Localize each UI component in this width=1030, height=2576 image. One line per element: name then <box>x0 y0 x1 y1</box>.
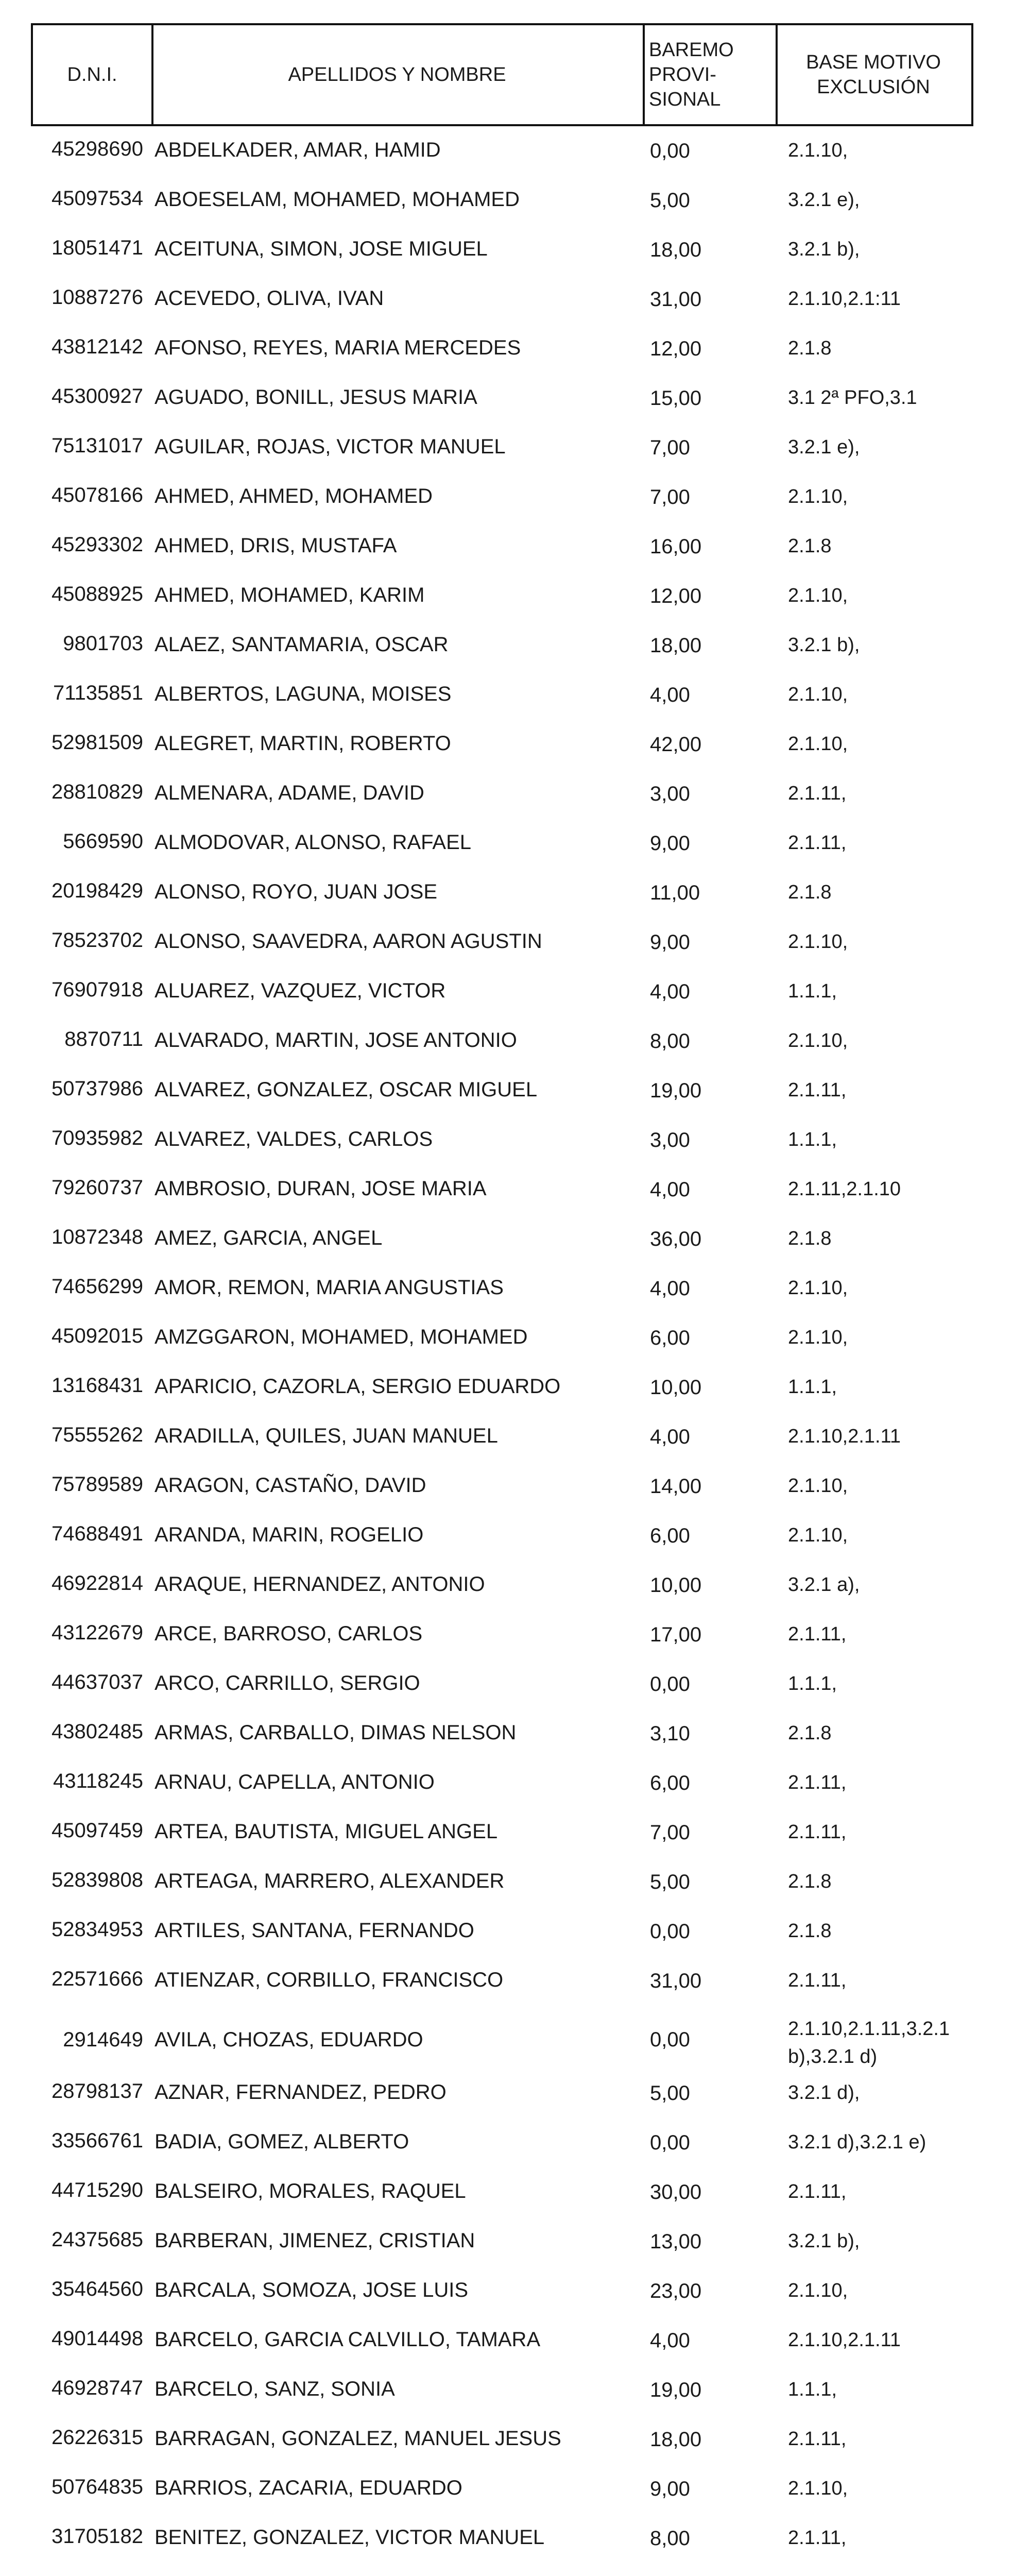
table-row <box>0 126 1030 176</box>
dni-cell: 52981509 <box>52 731 143 754</box>
dni-cell: 10887276 <box>52 286 143 309</box>
baremo-cell: 4,00 <box>650 684 690 706</box>
dni-cell: 20198429 <box>52 879 143 902</box>
nombre-cell: ATIENZAR, CORBILLO, FRANCISCO <box>154 1969 504 1991</box>
table-row <box>0 423 1030 472</box>
dni-cell: 75789589 <box>52 1473 143 1496</box>
baremo-cell: 4,00 <box>650 1178 690 1201</box>
table-row <box>0 621 1030 670</box>
motivo-cell: 3.2.1 d),3.2.1 e) <box>788 2131 926 2153</box>
dni-cell: 76907918 <box>52 978 143 1001</box>
motivo-cell: 2.1.11, <box>788 832 847 854</box>
table-row <box>0 967 1030 1016</box>
dni-cell: 71135851 <box>53 682 143 704</box>
dni-cell: 46922814 <box>52 1572 143 1595</box>
table-row <box>0 1857 1030 1907</box>
nombre-cell: ALVAREZ, GONZALEZ, OSCAR MIGUEL <box>154 1078 538 1101</box>
table-row <box>0 918 1030 967</box>
dni-cell: 52834953 <box>52 1918 143 1941</box>
baremo-cell: 36,00 <box>650 1228 702 1250</box>
dni-cell: 26226315 <box>52 2426 143 2449</box>
nombre-cell: BARBERAN, JIMENEZ, CRISTIAN <box>154 2229 475 2252</box>
dni-cell: 45097534 <box>52 187 143 210</box>
dni-cell: 31705182 <box>52 2525 143 2548</box>
baremo-cell: 13,00 <box>650 2230 702 2253</box>
baremo-cell: 5,00 <box>650 1871 690 1893</box>
table-row <box>0 1412 1030 1462</box>
dni-cell: 52839808 <box>52 1869 143 1891</box>
nombre-cell: ACEVEDO, OLIVA, IVAN <box>154 287 384 310</box>
dni-cell: 44715290 <box>52 2179 143 2201</box>
baremo-cell: 18,00 <box>650 2428 702 2451</box>
nombre-cell: AGUILAR, ROJAS, VICTOR MANUEL <box>154 435 506 458</box>
baremo-cell: 5,00 <box>650 189 690 212</box>
nombre-cell: AHMED, DRIS, MUSTAFA <box>154 534 397 557</box>
motivo-cell: 3.2.1 b), <box>788 2230 860 2252</box>
dni-cell: 28798137 <box>52 2080 143 2103</box>
baremo-cell: 8,00 <box>650 2527 690 2550</box>
motivo-cell: 2.1.10, <box>788 2478 848 2499</box>
nombre-cell: ARTEAGA, MARRERO, ALEXANDER <box>154 1870 505 1892</box>
dni-cell: 9801703 <box>63 632 143 655</box>
nombre-cell: ACEITUNA, SIMON, JOSE MIGUEL <box>154 238 488 260</box>
baremo-cell: 31,00 <box>650 1970 702 1992</box>
baremo-cell: 12,00 <box>650 585 702 607</box>
motivo-cell: 2.1.10, <box>788 733 848 755</box>
dni-cell: 45300927 <box>52 385 143 408</box>
nombre-cell: ALMENARA, ADAME, DAVID <box>154 782 424 804</box>
nombre-cell: ARTEA, BAUTISTA, MIGUEL ANGEL <box>154 1820 498 1843</box>
nombre-cell: ALEGRET, MARTIN, ROBERTO <box>154 732 451 755</box>
baremo-cell: 14,00 <box>650 1475 702 1498</box>
header-motivo: BASE MOTIVO EXCLUSIÓN <box>776 23 973 126</box>
motivo-cell: 2.1.11, <box>788 1079 847 1101</box>
motivo-cell: 2.1.10, <box>788 2280 848 2301</box>
nombre-cell: AVILA, CHOZAS, EDUARDO <box>154 2028 423 2051</box>
dni-cell: 43812142 <box>52 335 143 358</box>
dni-cell: 45088925 <box>52 583 143 605</box>
table-row <box>0 1907 1030 1956</box>
nombre-cell: AMOR, REMON, MARIA ANGUSTIAS <box>154 1276 504 1299</box>
nombre-cell: BARRIOS, ZACARIA, EDUARDO <box>154 2477 462 2499</box>
baremo-cell: 10,00 <box>650 1574 702 1597</box>
nombre-cell: ARTILES, SANTANA, FERNANDO <box>154 1919 474 1942</box>
motivo-cell: 1.1.1, <box>788 1376 837 1398</box>
dni-cell: 74656299 <box>52 1275 143 1298</box>
baremo-cell: 4,00 <box>650 1426 690 1448</box>
motivo-cell: 2.1.10,2.1.11,3.2.1 b),3.2.1 d) <box>788 2018 950 2067</box>
table-row <box>0 1313 1030 1363</box>
motivo-cell: 2.1.11, <box>788 1970 847 1991</box>
motivo-cell: 2.1.11, <box>788 2428 847 2450</box>
motivo-cell: 3.2.1 d), <box>788 2082 860 2104</box>
table-row <box>0 2514 1030 2563</box>
table-row <box>0 2118 1030 2167</box>
table-row <box>0 1462 1030 1511</box>
nombre-cell: ALMODOVAR, ALONSO, RAFAEL <box>154 831 471 854</box>
motivo-cell: 2.1.11, <box>788 2181 847 2202</box>
motivo-cell: 1.1.1, <box>788 980 837 1002</box>
baremo-cell: 3,00 <box>650 1129 690 1151</box>
dni-cell: 8870711 <box>64 1028 143 1050</box>
dni-cell: 50764835 <box>52 2476 143 2498</box>
table-row <box>0 2365 1030 2415</box>
header-dni: D.N.I. <box>31 23 153 126</box>
table-row <box>0 522 1030 571</box>
dni-cell: 5669590 <box>63 830 143 853</box>
baremo-cell: 0,00 <box>650 2028 690 2051</box>
motivo-cell: 1.1.1, <box>788 1129 837 1150</box>
baremo-cell: 0,00 <box>650 140 690 162</box>
dni-cell: 43118245 <box>53 1770 143 1792</box>
dni-cell: 28810829 <box>52 781 143 803</box>
dni-cell: 24375685 <box>52 2228 143 2251</box>
baremo-cell: 7,00 <box>650 1821 690 1844</box>
motivo-cell: 2.1.8 <box>788 535 832 557</box>
table-row <box>0 1808 1030 1857</box>
baremo-cell: 18,00 <box>650 239 702 261</box>
motivo-cell: 2.1.10, <box>788 1524 848 1546</box>
table-header <box>31 23 973 126</box>
motivo-cell: 2.1.10,2.1:11 <box>788 288 901 310</box>
motivo-cell: 3.1 2ª PFO,3.1 <box>788 387 917 409</box>
dni-cell: 75555262 <box>52 1423 143 1446</box>
table-row <box>0 374 1030 423</box>
nombre-cell: ALVAREZ, VALDES, CARLOS <box>154 1128 433 1150</box>
motivo-cell: 2.1.11, <box>788 1623 847 1645</box>
baremo-cell: 9,00 <box>650 832 690 855</box>
dni-cell: 79260737 <box>52 1176 143 1199</box>
motivo-cell: 2.1.11, <box>788 2527 847 2549</box>
nombre-cell: BARCALA, SOMOZA, JOSE LUIS <box>154 2279 469 2301</box>
motivo-cell: 2.1.10, <box>788 585 848 606</box>
table-row <box>0 769 1030 819</box>
motivo-cell: 2.1.8 <box>788 882 832 903</box>
nombre-cell: ALONSO, SAAVEDRA, AARON AGUSTIN <box>154 930 542 953</box>
dni-cell: 18051471 <box>52 236 143 259</box>
nombre-cell: BARCELO, SANZ, SONIA <box>154 2378 395 2400</box>
table-row <box>0 819 1030 868</box>
motivo-cell: 2.1.8 <box>788 337 832 359</box>
baremo-cell: 6,00 <box>650 1524 690 1547</box>
motivo-cell: 3.2.1 e), <box>788 189 860 211</box>
nombre-cell: BALSEIRO, MORALES, RAQUEL <box>154 2180 466 2202</box>
table-row <box>0 275 1030 324</box>
table-row <box>0 1264 1030 1313</box>
table-row <box>0 2464 1030 2514</box>
baremo-cell: 4,00 <box>650 2329 690 2352</box>
dni-cell: 50737986 <box>52 1077 143 1100</box>
nombre-cell: ARCE, BARROSO, CARLOS <box>154 1622 423 1645</box>
baremo-cell: 3,10 <box>650 1722 690 1745</box>
nombre-cell: AHMED, MOHAMED, KARIM <box>154 584 425 606</box>
table-row <box>0 225 1030 275</box>
table-row <box>0 1758 1030 1808</box>
baremo-cell: 0,00 <box>650 2131 690 2154</box>
motivo-cell: 2.1.10, <box>788 486 848 507</box>
table-row <box>0 324 1030 374</box>
table-row <box>0 2217 1030 2266</box>
baremo-cell: 4,00 <box>650 980 690 1003</box>
baremo-cell: 6,00 <box>650 1772 690 1794</box>
nombre-cell: ARAGON, CASTAÑO, DAVID <box>154 1474 426 1497</box>
baremo-cell: 19,00 <box>650 2379 702 2401</box>
motivo-cell: 2.1.11, <box>788 783 847 804</box>
baremo-cell: 12,00 <box>650 337 702 360</box>
dni-cell: 13168431 <box>52 1374 143 1397</box>
motivo-cell: 2.1.10, <box>788 140 848 161</box>
table-row <box>0 1363 1030 1412</box>
table-row <box>0 2069 1030 2118</box>
nombre-cell: ARAQUE, HERNANDEZ, ANTONIO <box>154 1573 485 1596</box>
table-row <box>0 2006 1030 2069</box>
nombre-cell: BENITEZ, GONZALEZ, VICTOR MANUEL <box>154 2526 545 2549</box>
table-row <box>0 571 1030 621</box>
dni-cell: 22571666 <box>52 1968 143 1990</box>
dni-cell: 44637037 <box>52 1671 143 1693</box>
motivo-cell: 2.1.11, <box>788 1772 847 1793</box>
nombre-cell: ALAEZ, SANTAMARIA, OSCAR <box>154 633 449 656</box>
table-row <box>0 1709 1030 1758</box>
table-row <box>0 2415 1030 2464</box>
header-nombre: APELLIDOS Y NOMBRE <box>151 23 645 126</box>
table-row <box>0 1956 1030 2006</box>
dni-cell: 70935982 <box>52 1127 143 1149</box>
motivo-cell: 2.1.10, <box>788 1277 848 1299</box>
dni-cell: 2914649 <box>63 2028 143 2051</box>
baremo-cell: 9,00 <box>650 2478 690 2500</box>
dni-cell: 43122679 <box>52 1621 143 1644</box>
motivo-cell: 1.1.1, <box>788 2379 837 2400</box>
nombre-cell: ARADILLA, QUILES, JUAN MANUEL <box>154 1425 498 1447</box>
table-row <box>0 1610 1030 1659</box>
dni-cell: 45078166 <box>52 484 143 506</box>
motivo-cell: 2.1.10,2.1.11 <box>788 1426 901 1447</box>
nombre-cell: ARANDA, MARIN, ROGELIO <box>154 1523 424 1546</box>
table-row <box>0 1511 1030 1561</box>
motivo-cell: 2.1.10, <box>788 1030 848 1052</box>
dni-cell: 45298690 <box>52 138 143 160</box>
table-row <box>0 1214 1030 1264</box>
baremo-cell: 15,00 <box>650 387 702 410</box>
table-body <box>0 126 1030 2563</box>
dni-cell: 49014498 <box>52 2327 143 2350</box>
baremo-cell: 3,00 <box>650 783 690 805</box>
baremo-cell: 4,00 <box>650 1277 690 1300</box>
table-row <box>0 1066 1030 1115</box>
dni-cell: 43802485 <box>52 1720 143 1743</box>
baremo-cell: 23,00 <box>650 2280 702 2302</box>
table-row <box>0 1016 1030 1066</box>
nombre-cell: ABDELKADER, AMAR, HAMID <box>154 139 441 161</box>
nombre-cell: AMZGGARON, MOHAMED, MOHAMED <box>154 1326 528 1348</box>
baremo-cell: 19,00 <box>650 1079 702 1102</box>
baremo-cell: 0,00 <box>650 1920 690 1943</box>
nombre-cell: ARNAU, CAPELLA, ANTONIO <box>154 1771 435 1793</box>
nombre-cell: BARCELO, GARCIA CALVILLO, TAMARA <box>154 2328 541 2351</box>
motivo-cell: 2.1.10, <box>788 1475 848 1497</box>
dni-cell: 45097459 <box>52 1819 143 1842</box>
dni-cell: 46928747 <box>52 2377 143 2399</box>
baremo-cell: 6,00 <box>650 1327 690 1349</box>
nombre-cell: AGUADO, BONILL, JESUS MARIA <box>154 386 477 409</box>
dni-cell: 33566761 <box>52 2129 143 2152</box>
baremo-cell: 11,00 <box>650 882 700 904</box>
nombre-cell: AHMED, AHMED, MOHAMED <box>154 485 433 507</box>
baremo-cell: 8,00 <box>650 1030 690 1053</box>
table-row <box>0 868 1030 918</box>
table-row <box>0 1165 1030 1214</box>
baremo-cell: 18,00 <box>650 634 702 657</box>
nombre-cell: BARRAGAN, GONZALEZ, MANUEL JESUS <box>154 2427 561 2450</box>
table-row <box>0 720 1030 769</box>
nombre-cell: AMBROSIO, DURAN, JOSE MARIA <box>154 1177 487 1200</box>
baremo-cell: 7,00 <box>650 436 690 459</box>
motivo-cell: 2.1.8 <box>788 1722 832 1744</box>
dni-cell: 74688491 <box>52 1522 143 1545</box>
table-row <box>0 1659 1030 1709</box>
motivo-cell: 3.2.1 b), <box>788 634 860 656</box>
baremo-cell: 30,00 <box>650 2181 702 2204</box>
baremo-cell: 31,00 <box>650 288 702 311</box>
dni-cell: 45293302 <box>52 533 143 556</box>
motivo-cell: 2.1.8 <box>788 1871 832 1892</box>
table-row <box>0 176 1030 225</box>
nombre-cell: BADIA, GOMEZ, ALBERTO <box>154 2130 409 2153</box>
dni-cell: 75131017 <box>52 434 143 457</box>
table-row <box>0 670 1030 720</box>
motivo-cell: 2.1.11,2.1.10 <box>788 1178 901 1200</box>
table-row <box>0 2266 1030 2316</box>
baremo-cell: 5,00 <box>650 2082 690 2105</box>
dni-cell: 78523702 <box>52 929 143 952</box>
motivo-cell: 3.2.1 a), <box>788 1574 860 1596</box>
header-baremo: BAREMO PROVI- SIONAL <box>643 23 778 126</box>
table-row <box>0 472 1030 522</box>
nombre-cell: ALVARADO, MARTIN, JOSE ANTONIO <box>154 1029 517 1052</box>
motivo-cell: 2.1.10, <box>788 684 848 705</box>
baremo-cell: 17,00 <box>650 1623 702 1646</box>
motivo-cell: 2.1.10, <box>788 1327 848 1348</box>
table-row <box>0 1115 1030 1165</box>
baremo-cell: 10,00 <box>650 1376 702 1399</box>
nombre-cell: APARICIO, CAZORLA, SERGIO EDUARDO <box>154 1375 561 1398</box>
motivo-cell: 2.1.10, <box>788 931 848 953</box>
baremo-cell: 0,00 <box>650 1673 690 1696</box>
baremo-cell: 9,00 <box>650 931 690 954</box>
nombre-cell: ARCO, CARRILLO, SERGIO <box>154 1672 420 1694</box>
motivo-cell: 3.2.1 e), <box>788 436 860 458</box>
motivo-cell: 1.1.1, <box>788 1673 837 1694</box>
nombre-cell: AZNAR, FERNANDEZ, PEDRO <box>154 2081 447 2104</box>
baremo-cell: 7,00 <box>650 486 690 509</box>
table-row <box>0 2316 1030 2365</box>
nombre-cell: AFONSO, REYES, MARIA MERCEDES <box>154 336 521 359</box>
nombre-cell: AMEZ, GARCIA, ANGEL <box>154 1227 383 1249</box>
table-row <box>0 1561 1030 1610</box>
baremo-cell: 42,00 <box>650 733 702 756</box>
motivo-cell: 3.2.1 b), <box>788 239 860 260</box>
motivo-cell: 2.1.11, <box>788 1821 847 1843</box>
nombre-cell: ARMAS, CARBALLO, DIMAS NELSON <box>154 1721 517 1744</box>
dni-cell: 10872348 <box>52 1226 143 1248</box>
table-row <box>0 2167 1030 2217</box>
baremo-cell: 16,00 <box>650 535 702 558</box>
nombre-cell: ALUAREZ, VAZQUEZ, VICTOR <box>154 979 446 1002</box>
nombre-cell: ABOESELAM, MOHAMED, MOHAMED <box>154 188 520 211</box>
nombre-cell: ALONSO, ROYO, JUAN JOSE <box>154 880 438 903</box>
dni-cell: 35464560 <box>52 2278 143 2300</box>
motivo-cell: 2.1.8 <box>788 1920 832 1942</box>
nombre-cell: ALBERTOS, LAGUNA, MOISES <box>154 683 452 705</box>
dni-cell: 45092015 <box>52 1325 143 1347</box>
motivo-cell: 2.1.10,2.1.11 <box>788 2329 901 2351</box>
motivo-cell: 2.1.8 <box>788 1228 832 1249</box>
